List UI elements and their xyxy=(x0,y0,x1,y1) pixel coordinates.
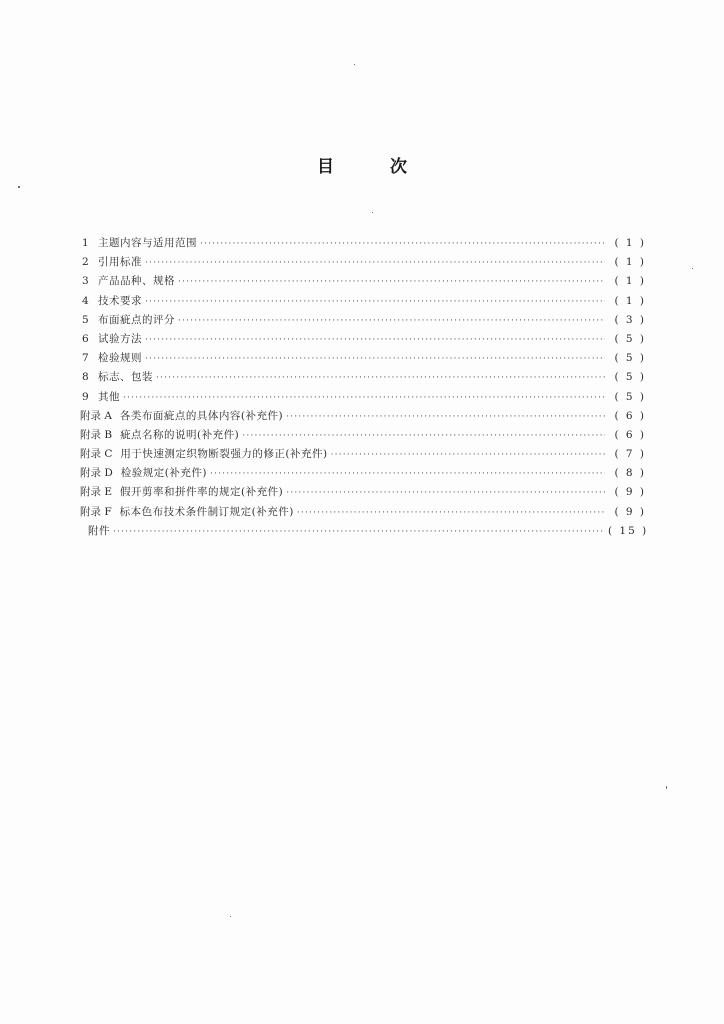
toc-entry-page: ( 9 ) xyxy=(614,486,646,499)
scan-speck xyxy=(666,786,667,789)
toc-entry[interactable] xyxy=(80,311,646,330)
toc-entry-number: 附录 F xyxy=(80,505,112,518)
toc-entry-page: ( 5 ) xyxy=(614,332,646,345)
toc-entry-number: 6 xyxy=(82,332,89,345)
toc-entry-label: 试验方法 xyxy=(98,332,142,345)
toc-entry-number: 1 xyxy=(82,237,89,249)
toc-entry-number: 附录 D xyxy=(80,467,113,480)
toc-leader-dots xyxy=(178,273,605,292)
toc-leader-dots xyxy=(242,427,605,446)
toc-entry-page: ( 9 ) xyxy=(614,505,646,518)
toc-entry-number: 8 xyxy=(82,371,89,384)
toc-entry-label: 检验规则 xyxy=(98,352,142,365)
toc-entry[interactable] xyxy=(80,503,646,522)
toc-leader-dots xyxy=(123,389,605,408)
toc-entry-number: 2 xyxy=(82,256,89,269)
scan-speck xyxy=(230,916,231,917)
toc-entry-label: 产品品种、规格 xyxy=(98,275,175,288)
toc-leader-dots xyxy=(210,465,605,484)
toc-entry[interactable] xyxy=(80,522,649,541)
toc-entry-page: ( 1 ) xyxy=(614,256,646,269)
toc-entry-page: ( 8 ) xyxy=(614,467,646,480)
toc-entry-label: 疵点名称的说明(补充件) xyxy=(120,428,240,441)
toc-entry[interactable] xyxy=(80,407,646,426)
toc-entry-page: ( 7 ) xyxy=(614,448,646,461)
page-title-char-1: 目 xyxy=(317,157,334,177)
toc-entry[interactable] xyxy=(80,464,646,483)
toc-entry-label: 技术要求 xyxy=(98,294,142,307)
toc-entry[interactable] xyxy=(80,330,646,349)
toc-entry[interactable] xyxy=(80,388,646,407)
page-title-char-2: 次 xyxy=(390,157,407,177)
toc-leader-dots xyxy=(286,408,605,427)
toc-entry-page: ( 1 ) xyxy=(614,275,646,288)
toc-entry[interactable] xyxy=(80,292,646,311)
toc-entry[interactable] xyxy=(80,483,646,502)
toc-entry-label: 附件 xyxy=(88,524,110,537)
page-title xyxy=(0,152,724,177)
toc-entry[interactable] xyxy=(80,368,646,387)
toc-entry[interactable] xyxy=(80,253,646,272)
toc-entry-number: 4 xyxy=(82,294,89,307)
toc-entry-number: 附录 B xyxy=(80,428,113,441)
toc-entry-number: 9 xyxy=(82,390,89,403)
scan-speck xyxy=(18,186,20,188)
toc-entry-label: 其他 xyxy=(98,390,120,403)
toc-entry-number: 3 xyxy=(82,275,89,288)
toc-leader-dots xyxy=(113,523,605,542)
toc-entry-number: 7 xyxy=(82,352,89,365)
toc-entry-label: 布面疵点的评分 xyxy=(98,313,175,326)
toc-entry-page: ( 5 ) xyxy=(614,371,646,384)
toc-entry[interactable] xyxy=(80,445,646,464)
toc-entry-label: 引用标准 xyxy=(98,256,142,269)
toc-leader-dots xyxy=(145,331,605,350)
toc-entry-page: ( 1 ) xyxy=(614,294,646,307)
toc-leader-dots xyxy=(145,350,605,369)
toc-leader-dots xyxy=(331,446,605,465)
toc-entry-label: 检验规定(补充件) xyxy=(120,467,207,480)
toc-entry[interactable] xyxy=(80,349,646,368)
toc-entry-number: 附录 E xyxy=(80,486,113,499)
toc-entry-number: 附录 C xyxy=(80,448,113,461)
toc-leader-dots xyxy=(145,254,605,273)
toc-entry-label: 各类布面疵点的具体内容(补充件) xyxy=(119,409,284,422)
toc-entry-page: ( 1 ) xyxy=(614,237,646,249)
toc-entry-page: ( 15 ) xyxy=(608,524,649,537)
toc-entry-number: 5 xyxy=(82,313,89,326)
toc-entry-page: ( 6 ) xyxy=(614,409,646,422)
toc-entry-page: ( 6 ) xyxy=(614,428,646,441)
scan-speck xyxy=(692,268,693,269)
scan-speck xyxy=(354,64,355,65)
toc-entry-label: 用于快速测定织物断裂强力的修正(补充件) xyxy=(120,448,328,461)
scan-speck xyxy=(372,212,373,213)
toc-leader-dots xyxy=(200,235,605,254)
toc-entry-number: 附录 A xyxy=(80,409,112,422)
toc-entry[interactable] xyxy=(80,426,646,445)
toc-entry-label: 标本色布技术条件制订规定(补充件) xyxy=(119,505,294,518)
toc-entry-page: ( 5 ) xyxy=(614,390,646,403)
table-of-contents xyxy=(80,234,649,541)
toc-entry-page: ( 3 ) xyxy=(614,313,646,326)
toc-entry[interactable] xyxy=(80,272,646,291)
toc-leader-dots xyxy=(286,484,605,503)
toc-leader-dots xyxy=(297,504,605,523)
toc-leader-dots xyxy=(156,369,605,388)
toc-entry[interactable] xyxy=(80,234,646,253)
toc-leader-dots xyxy=(145,293,605,312)
toc-entry-page: ( 5 ) xyxy=(614,352,646,365)
toc-entry-label: 假开剪率和拼件率的规定(补充件) xyxy=(120,486,284,499)
toc-leader-dots xyxy=(178,312,605,331)
toc-entry-label: 主题内容与适用范围 xyxy=(98,237,197,249)
toc-entry-label: 标志、包装 xyxy=(98,371,153,384)
